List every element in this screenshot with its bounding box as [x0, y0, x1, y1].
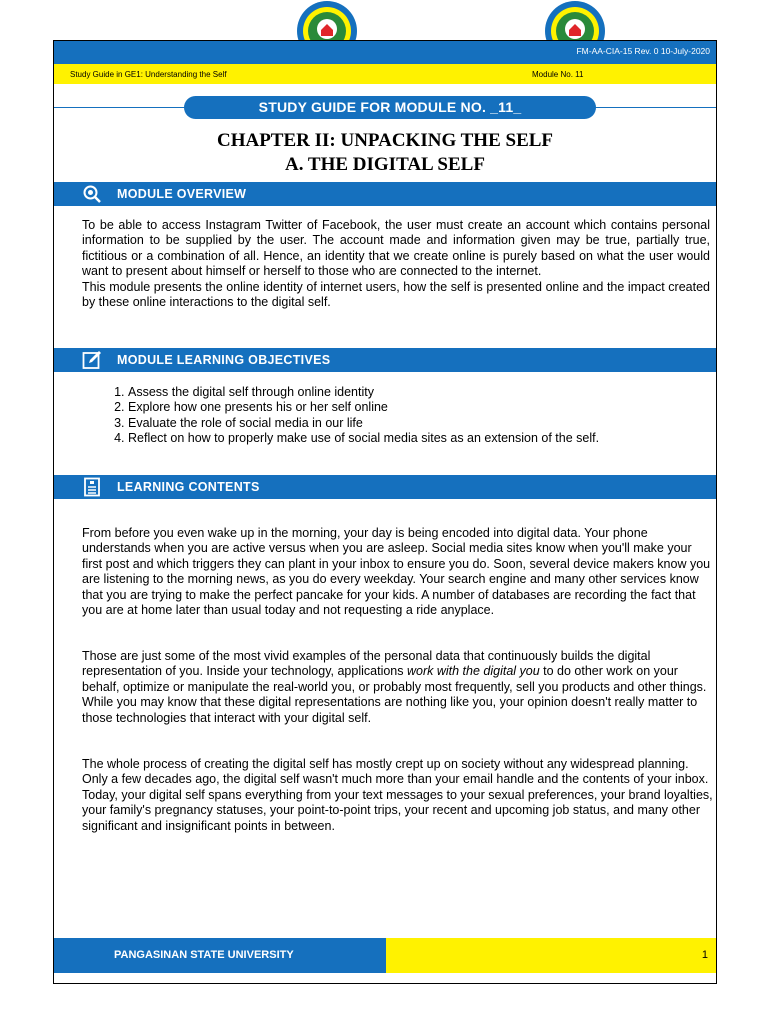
- guide-bar: [54, 64, 716, 84]
- magnifier-icon: [82, 184, 102, 204]
- objective-item: 1. Assess the digital self through online identity: [128, 385, 599, 400]
- section-learning-contents: [54, 475, 716, 499]
- overview-paragraph: This module presents the online identity of internet users, how the self is presented online and the impact created by these online interactions to the digital self.: [82, 279, 710, 310]
- module-number: Module No. 11: [532, 70, 584, 79]
- objective-item: 4. Reflect on how to properly make use of social media sites as an extension of the self.: [128, 431, 599, 446]
- emphasis-text: work with the digital you: [406, 664, 540, 679]
- university-seal-right: [544, 0, 606, 44]
- contents-text: to do other work on your behalf, optimize or manipulate the real-world you, or probably most frequently, sell you products and other things. While you may know that these digital representations are nothing like you, your opinion doesn't really matter to those technologies that interact with your digital self.: [82, 664, 707, 725]
- contents-paragraph-3: The whole process of creating the digital self has mostly crept up on society without any widespread planning. Only a few decades ago, the digital self wasn't much more than your email handle and the contents of your inbox. Today, your digital self spans everything from your text messages to your sexual preferences, your brand loyalties, your family's pregnancy statuses, your point-to-point trips, your recent and upcoming job status, and many other significant and insignificant points in between.: [82, 757, 713, 833]
- university-name: PANGASINAN STATE UNIVERSITY: [114, 949, 294, 961]
- objective-item: 2. Explore how one presents his or her self online: [128, 400, 599, 415]
- objectives-list: [104, 385, 599, 447]
- section-heading: LEARNING CONTENTS: [117, 480, 260, 494]
- header-bar: [54, 41, 716, 64]
- guide-title: Study Guide in GE1: Understanding the Self: [70, 70, 227, 79]
- university-seal-left: [296, 0, 358, 44]
- objective-item: 3. Evaluate the role of social media in our life: [128, 416, 599, 431]
- contents-text: Those are just some of the most vivid examples of the personal data that continuously builds the digital representation of you. Inside your technology, applications: [82, 649, 651, 679]
- section-module-overview: [54, 182, 716, 206]
- overview-text: [82, 218, 710, 310]
- section-learning-objectives: [54, 348, 716, 372]
- document-code: FM-AA-CIA-15 Rev. 0 10-July-2020: [576, 46, 710, 56]
- chapter-title: CHAPTER II: UNPACKING THE SELF: [216, 130, 554, 151]
- pencil-icon: [82, 350, 102, 370]
- page-frame: [53, 40, 717, 984]
- section-heading: MODULE OVERVIEW: [117, 187, 247, 201]
- overview-paragraph: To be able to access Instagram Twitter of Facebook, the user must create an account which contains personal information to be supplied by the user. The account made and information given may be true, partially true, fictitious or a combination of all. Hence, an identity that we create online is purely based on what the user would want to present about himself or herself to those who are connected to the internet.: [82, 218, 710, 279]
- section-heading: MODULE LEARNING OBJECTIVES: [117, 353, 331, 367]
- footer-page-bar: [386, 938, 716, 973]
- contents-paragraph-1: From before you even wake up in the morning, your day is being encoded into digital data. Your phone understands when you are active versus when you are asleep. Social media sites know when you'll make your first post and which triggers they can plant in your inbox to ensure you do. Soon, several device makers know you are listening to the morning news, as you do every weekday. Your search engine and many other services know that you are trying to make the perfect pancake for your kids. A number of databases are recording the fact that you are at home later than usual today and not requesting a ride anyplace.: [82, 526, 711, 618]
- study-guide-banner: STUDY GUIDE FOR MODULE NO. _11_: [184, 96, 596, 119]
- chapter-subtitle: A. THE DIGITAL SELF: [285, 154, 485, 175]
- page-number: 1: [701, 949, 708, 961]
- document-icon: [82, 477, 102, 497]
- footer-university-bar: [54, 938, 386, 973]
- contents-paragraph-2: [82, 649, 714, 726]
